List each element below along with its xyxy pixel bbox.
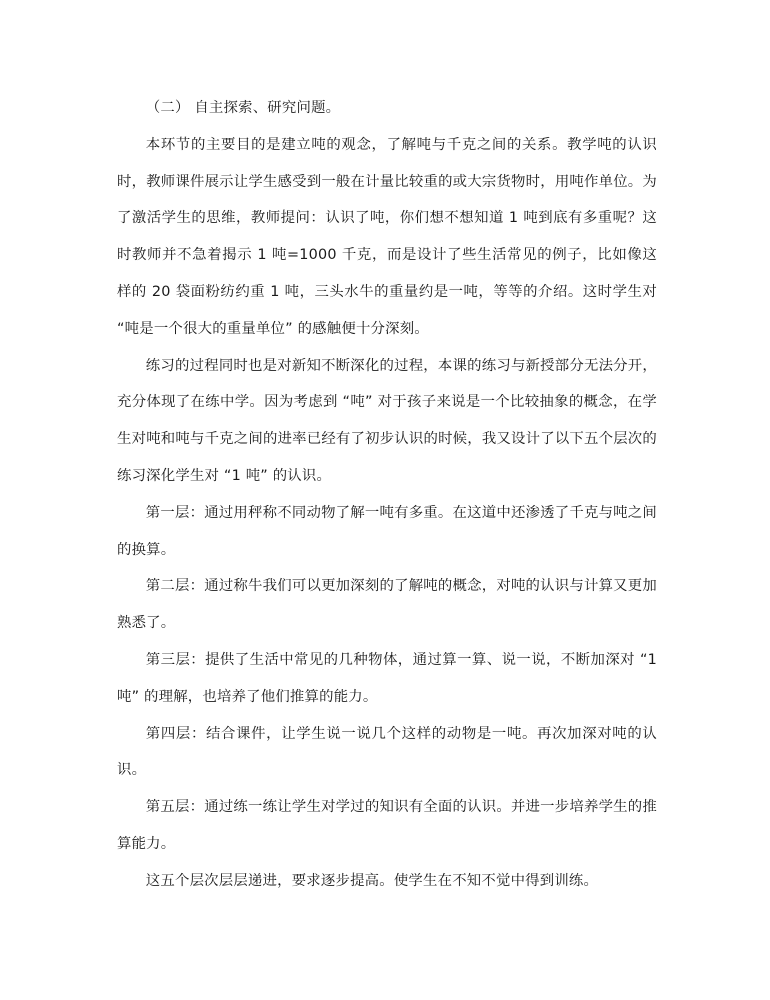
paragraph-intro: 本环节的主要目的是建立吨的观念，了解吨与千克之间的关系。教学吨的认识时，教师课件展示让学生感受到一般在计量比较重的或大宗货物时，用吨作单位。为了激活学生的思维，教师提问：认识了吨，你们想不想知道 1 吨到底有多重呢？这时教师并不急着揭示 1 吨=1000 千克，而是设计了些生活常见的例子，比如像这样的 20 袋面粉纺约重 1 吨，三头水牛的重量约是一吨，等等的介绍。这时学生对 “吨是一个很大的重量单位” 的感触便十分深刻。	[117, 136, 657, 337]
paragraph-level-2: 第二层：通过称牛我们可以更加深刻的了解吨的概念，对吨的认识与计算又更加熟悉了。	[117, 578, 657, 632]
paragraph-level-1: 第一层：通过用秤称不同动物了解一吨有多重。在这道中还渗透了千克与吨之间的换算。	[117, 504, 657, 558]
document-body	[117, 90, 657, 900]
paragraph-level-4: 第四层：结合课件，让学生说一说几个这样的动物是一吨。再次加深对吨的认识。	[117, 725, 657, 779]
paragraph-practice: 练习的过程同时也是对新知不断深化的过程，本课的练习与新授部分无法分开，充分体现了在练中学。因为考虑到 “吨” 对于孩子来说是一个比较抽象的概念，在学生对吨和吨与千克之间的进率已经有了初步认识的时候，我又设计了以下五个层次的练习深化学生对 “1 吨” 的认识。	[117, 357, 657, 484]
paragraph-level-5: 第五层：通过练一练让学生对学过的知识有全面的认识。并进一步培养学生的推算能力。	[117, 799, 657, 852]
paragraph-level-3: 第三层：提供了生活中常见的几种物体，通过算一算、说一说，不断加深对 “1 吨” 的理解，也培养了他们推算的能力。	[117, 651, 657, 705]
section-heading: （二） 自主探索、研究问题。	[145, 100, 341, 116]
paragraph-summary: 这五个层次层层递进，要求逐步提高。使学生在不知不觉中得到训练。	[145, 872, 599, 889]
